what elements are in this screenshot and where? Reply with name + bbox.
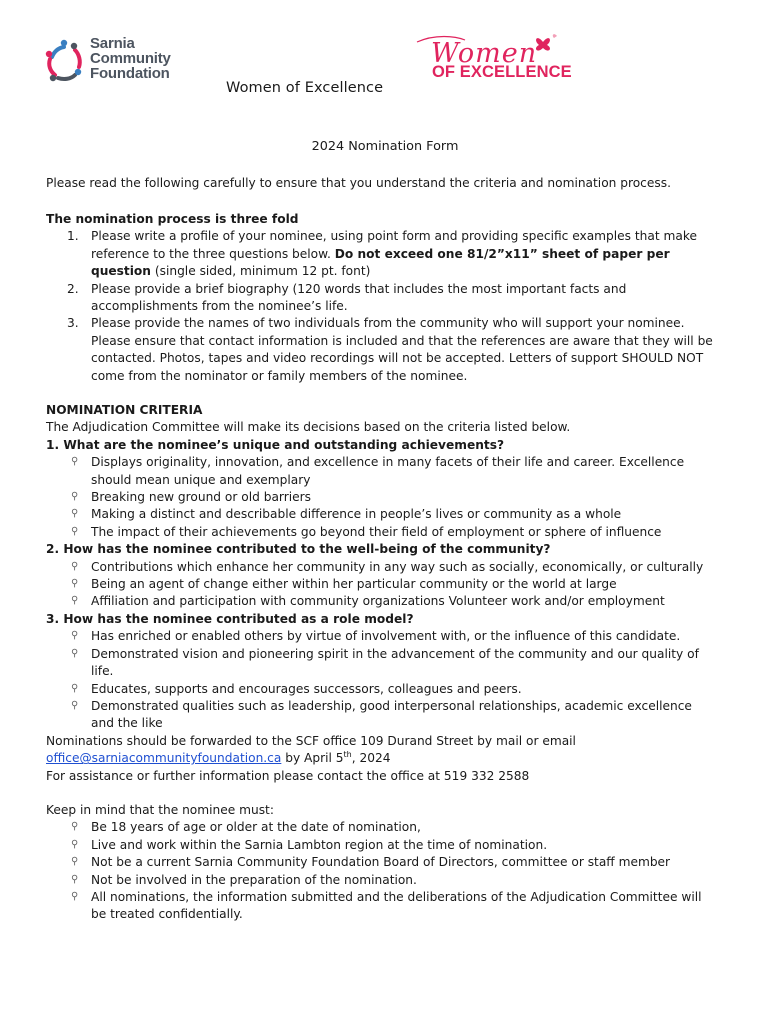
process-item [46, 315, 718, 385]
list-item [46, 506, 718, 523]
pin-bullet-icon: ⚲ [71, 560, 79, 572]
scf-logo-line: Foundation [90, 65, 170, 82]
process-item-number: 1. [67, 229, 79, 244]
list-item-text: Breaking new ground or old barriers [91, 490, 311, 505]
process-item [46, 281, 718, 316]
deadline-ordinal: th [343, 750, 352, 760]
list-item-text: Educates, supports and encourages successors, colleagues and peers. [91, 681, 522, 696]
eligibility-bullet-list [46, 819, 718, 923]
contact-line: For assistance or further information please contact the office at 519 332 2588 [46, 768, 530, 783]
list-item [46, 837, 718, 854]
process-item-text: Please provide a brief biography (120 words that includes the most important facts and accomplishments from the nominee’s life. [91, 281, 627, 314]
criteria-question: 2. How has the nominee contributed to the well-being of the community? [46, 542, 551, 557]
list-item-text: Be 18 years of age or older at the date of nomination, [91, 820, 421, 835]
pin-bullet-icon: ⚲ [71, 699, 79, 711]
pin-bullet-icon: ⚲ [71, 508, 79, 520]
criteria-bullet-list [46, 628, 718, 732]
list-item [46, 593, 718, 610]
pin-bullet-icon: ⚲ [71, 525, 79, 537]
pin-bullet-icon: ⚲ [71, 891, 79, 903]
process-heading: The nomination process is three fold [46, 212, 299, 226]
document-header [0, 0, 770, 110]
pin-bullet-icon: ⚲ [71, 838, 79, 850]
list-item [46, 628, 718, 645]
submission-line: Nominations should be forwarded to the SCF office 109 Durand Street by mail or email [46, 734, 576, 748]
submission-section [46, 733, 718, 785]
pin-bullet-icon: ⚲ [71, 578, 79, 590]
list-item [46, 681, 718, 698]
list-item-text: Not be involved in the preparation of the nomination. [91, 872, 417, 887]
pin-bullet-icon: ⚲ [71, 821, 79, 833]
list-item [46, 489, 718, 506]
list-item-text: Being an agent of change either within her particular community or the world at large [91, 577, 617, 592]
list-item-text: Not be a current Sarnia Community Foundation Board of Directors, committee or staff member [91, 855, 671, 870]
list-item-text: All nominations, the information submitted and the deliberations of the Adjudication Committee will be treated confidentially. [91, 890, 702, 922]
process-item-text: Please write a profile of your nominee, using point form and providing specific examples that make reference to the three questions below. [91, 229, 697, 261]
eligibility-heading: Keep in mind that the nominee must: [46, 803, 274, 817]
form-title: 2024 Nomination Form [311, 139, 459, 154]
scf-logo-line: Community [90, 50, 171, 67]
list-item-text: Demonstrated vision and pioneering spirit in the advancement of the community and our quality of life. [91, 646, 699, 679]
criteria-question: 3. How has the nominee contributed as a role model? [46, 611, 414, 626]
list-item-text: Making a distinct and describable difference in people’s lives or community as a whole [91, 507, 622, 522]
process-list [46, 228, 718, 385]
sarnia-community-foundation-logo [44, 36, 204, 86]
criteria-heading: NOMINATION CRITERIA [46, 403, 203, 417]
list-item-text: Affiliation and participation with community organizations Volunteer work and/or employment [91, 594, 665, 609]
list-item [46, 646, 718, 681]
list-item [46, 819, 718, 836]
intro-paragraph: Please read the following carefully to ensure that you understand the criteria and nomination process. [46, 176, 671, 190]
list-item [46, 559, 718, 576]
email-link[interactable]: office@sarniacommunityfoundation.ca [46, 751, 282, 766]
pin-bullet-icon: ⚲ [71, 873, 79, 885]
scf-logo-text [90, 36, 171, 81]
process-item-number: 3. [67, 316, 79, 331]
list-item [46, 576, 718, 593]
women-script-text: Women [431, 38, 538, 68]
pin-bullet-icon: ⚲ [71, 630, 79, 642]
list-item-text: Demonstrated qualities such as leadership, good interpersonal relationships, academic excellence and the like [91, 698, 692, 731]
submission-deadline-line [46, 750, 718, 767]
process-item-emphasis: Do not exceed one 81/2”x11” sheet of paper per question [91, 246, 670, 279]
pin-bullet-icon: ⚲ [71, 491, 79, 503]
list-item-text: Displays originality, innovation, and excellence in many facets of their life and career. Excellence should mean unique and exemplary [91, 455, 685, 487]
pin-bullet-icon: ⚲ [71, 856, 79, 868]
list-item [46, 454, 718, 489]
process-item-text: (single sided, minimum 12 pt. font) [150, 264, 371, 279]
scf-logo-line: Sarnia [90, 35, 135, 52]
process-item-number: 2. [67, 281, 79, 296]
deadline-text: by April 5 [281, 751, 344, 766]
deadline-year: , 2024 [351, 751, 391, 766]
list-item [46, 698, 718, 733]
nomination-criteria-section [46, 402, 718, 733]
nomination-process-section [46, 211, 718, 385]
list-item-text: Contributions which enhance her community in any way such as socially, economically, or culturally [91, 559, 704, 574]
women-of-excellence-logo [415, 32, 585, 84]
pin-bullet-icon: ⚲ [71, 682, 79, 694]
list-item [46, 889, 718, 924]
list-item [46, 854, 718, 871]
criteria-question: 1. What are the nominee’s unique and outstanding achievements? [46, 437, 505, 452]
eligibility-section [46, 802, 718, 924]
criteria-bullet-list [46, 454, 718, 541]
process-item [46, 228, 718, 280]
list-item-text: Has enriched or enabled others by virtue of involvement with, or the influence of this candidate. [91, 629, 681, 644]
list-item-text: Live and work within the Sarnia Lambton region at the time of nomination. [91, 837, 548, 852]
process-item-text: Please provide the names of two individuals from the community who will support your nominee. Please ensure that contact information is included and that the references are aware that they will be contacted. Photos, tapes and video recordings will not be accepted. Letters of support SHOULD NOT come from the nominator or family members of the nominee. [91, 316, 713, 383]
pin-bullet-icon: ⚲ [71, 456, 79, 468]
criteria-intro: The Adjudication Committee will make its decisions based on the criteria listed below. [46, 420, 571, 435]
document-title: Women of Excellence [226, 80, 384, 96]
butterfly-icon [536, 38, 550, 50]
list-item [46, 872, 718, 889]
pin-bullet-icon: ⚲ [71, 647, 79, 659]
list-item-text: The impact of their achievements go beyond their field of employment or sphere of influence [91, 524, 662, 539]
list-item [46, 524, 718, 541]
people-circle-icon [44, 38, 84, 82]
criteria-bullet-list [46, 559, 718, 611]
of-excellence-text: OF EXCELLENCE [432, 63, 572, 81]
pin-bullet-icon: ⚲ [71, 595, 79, 607]
